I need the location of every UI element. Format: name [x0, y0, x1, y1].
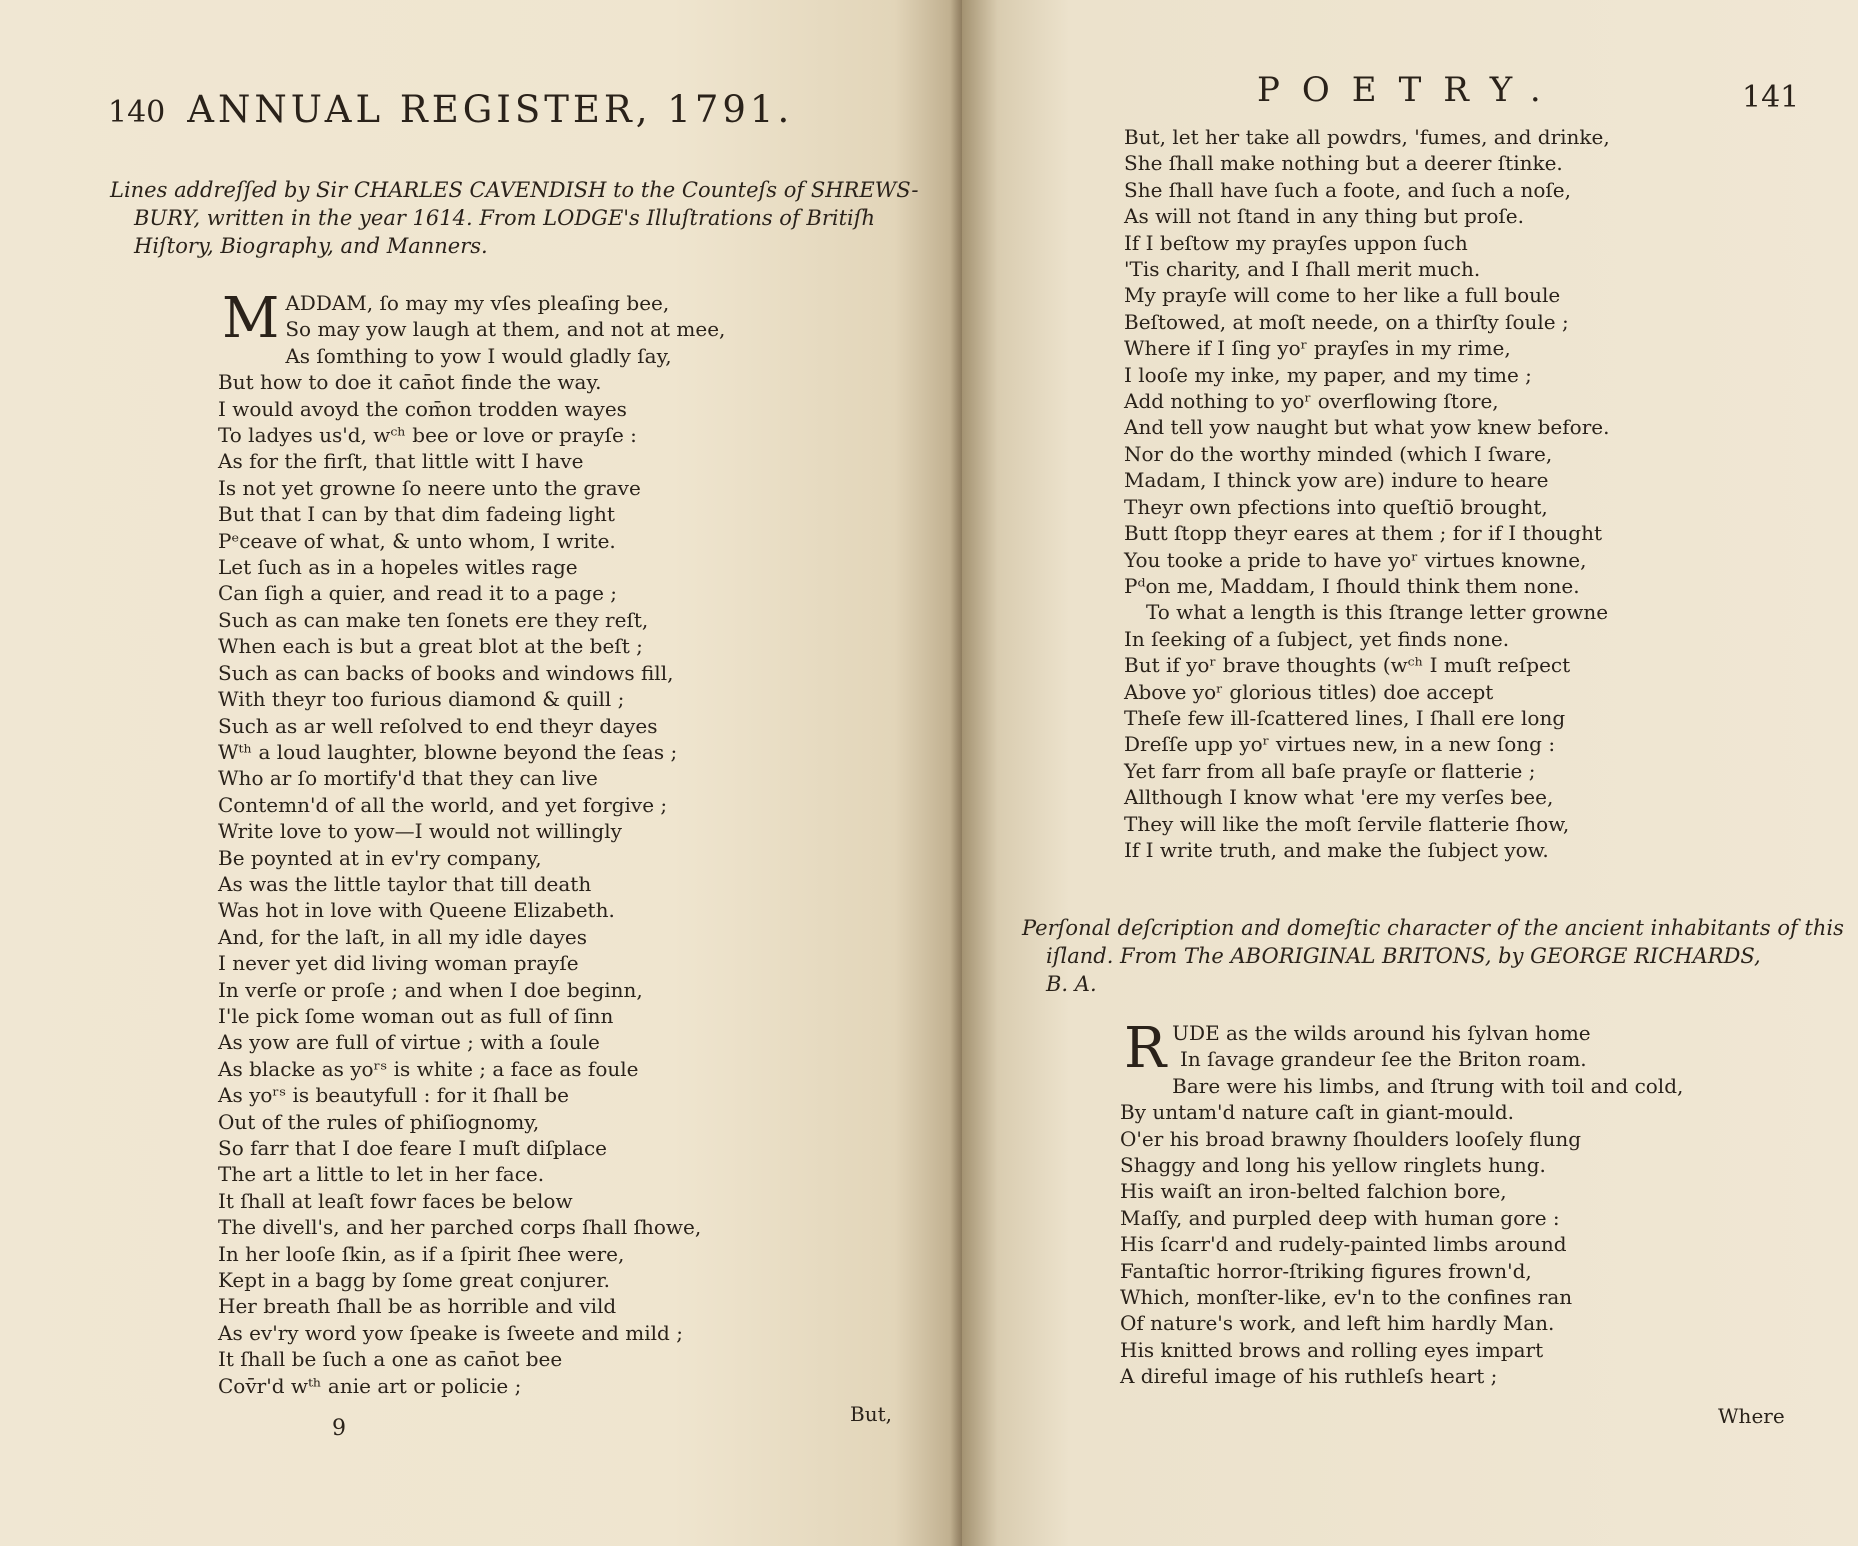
drop-cap: M: [222, 286, 280, 351]
catchword-left: But,: [850, 1402, 892, 1426]
poem-line: In ſeeking of a ſubject, yet finds none.: [1124, 626, 1510, 651]
poem-line: To ladyes us'd, wᶜʰ bee or love or prayſe :: [218, 423, 637, 448]
poem-line: And, for the laſt, in all my idle dayes: [218, 924, 588, 949]
poem-line: Pᵈon me, Maddam, I ſhould think them none.: [1124, 573, 1580, 598]
poem-line: As ſomthing to yow I would gladly ſay,: [285, 343, 672, 368]
poem-line: Such as can backs of books and windows fill,: [218, 660, 674, 685]
poem-line: Of nature's work, and left him hardly Man.: [1120, 1311, 1555, 1336]
title-line-2: BURY, written in the year 1614. From LODGE's Illuſtrations of Britiſh: [134, 206, 876, 230]
poem-line: Her breath ſhall be as horrible and vild: [218, 1294, 617, 1319]
title2-line-1: Perſonal deſcription and domeſtic character of the ancient inhabitants of this: [1022, 916, 1844, 940]
poem-title-cavendish: [110, 176, 919, 260]
drop-cap-2: R: [1124, 1016, 1167, 1081]
poem-richards: [1120, 1016, 1684, 1390]
poem-line: In her looſe ſkin, as if a ſpirit ſhee were,: [218, 1241, 625, 1266]
poem-line: If I beſtow my prayſes uppon ſuch: [1124, 230, 1468, 255]
poem-title-richards: [1022, 914, 1844, 998]
poem-line: In verſe or proſe ; and when I doe beginn,: [218, 977, 643, 1002]
poem-line: Allthough I know what 'ere my verſes bee,: [1124, 785, 1554, 810]
poem-line: So farr that I doe feare I muſt diſplace: [218, 1136, 608, 1160]
title-line-3: Hiſtory, Biography, and Manners.: [134, 234, 488, 258]
poem-line: Nor do the worthy minded (which I ſware,: [1124, 441, 1553, 466]
poem-line: But, let her take all powdrs, 'fumes, and drinke,: [1124, 125, 1610, 149]
left-running-head: [108, 88, 793, 131]
title-line-1: Lines addreſſed by Sir CHARLES CAVENDISH to the Counteſs of SHREWS-: [110, 178, 919, 202]
poem-line: Above yoʳ glorious titles) doe accept: [1124, 679, 1494, 704]
poem-line: She ſhall have ſuch a foote, and ſuch a noſe,: [1124, 177, 1571, 202]
poem-line: 'Tis charity, and I ſhall merit much.: [1124, 257, 1481, 282]
poem-line: I would avoyd the com̄on trodden wayes: [218, 396, 627, 421]
poem-cavendish: [218, 286, 778, 1399]
poem-line: She ſhall make nothing but a deerer ſtinke.: [1124, 151, 1563, 176]
poem-line: I'le pick ſome woman out as full of ſinn: [218, 1003, 614, 1028]
poem-line: Dreſſe upp yoʳ virtues new, in a new ſong :: [1124, 732, 1556, 757]
poem-line: Shaggy and long his yellow ringlets hung.: [1120, 1153, 1546, 1178]
left-page-number: 140: [108, 95, 166, 130]
poem-line: As was the little taylor that till death: [218, 871, 592, 896]
poem-line: As yow are full of virtue ; with a ſoule: [218, 1030, 600, 1055]
poem-line: But if yoʳ brave thoughts (wᶜʰ I muſt reſpect: [1124, 653, 1571, 678]
poem-line: So may yow laugh at them, and not at mee,: [285, 317, 726, 342]
poem-line: Such as can make ten ſonets ere they reſt,: [218, 607, 649, 632]
poem-line: The art a little to let in her face.: [218, 1162, 545, 1187]
poem-line: Let ſuch as in a hopeles witles rage: [218, 555, 578, 580]
poem-line: You tooke a pride to have yoʳ virtues knowne,: [1124, 547, 1587, 572]
poem-line: They will like the moſt ſervile flatterie ſhow,: [1124, 811, 1570, 836]
poem-line: It ſhall be ſuch a one as can̄ot bee: [218, 1347, 563, 1372]
poem-line: Be poynted at in ev'ry company,: [218, 845, 542, 870]
poem-line: Was hot in love with Queene Elizabeth.: [218, 898, 615, 923]
poem-line: As will not ſtand in any thing but proſe.: [1124, 204, 1524, 229]
poem-line: Such as ar well reſolved to end theyr dayes: [218, 713, 658, 738]
poem-cavendish-continued: [1124, 124, 1684, 863]
poem-line: Is not yet growne ſo neere unto the grave: [218, 475, 641, 500]
poem-line: A direful image of his ruthleſs heart ;: [1120, 1364, 1498, 1389]
poem-lines: [218, 316, 778, 1399]
poem-line: As blacke as yoʳˢ is white ; a face as foule: [218, 1056, 639, 1081]
poem-line: Out of the rules of phiſiognomy,: [218, 1109, 540, 1134]
poem-line: Maſſy, and purpled deep with human gore :: [1120, 1205, 1560, 1230]
poem-line: O'er his broad brawny ſhoulders looſely flung: [1120, 1126, 1582, 1151]
poem-line: Pᵉceave of what, & unto whom, I write.: [218, 528, 616, 553]
poem-line: I never yet did living woman prayſe: [218, 951, 579, 976]
poem-line: In ſavage grandeur ſee the Briton roam.: [1180, 1047, 1587, 1072]
poem2-lines: [1120, 1046, 1684, 1389]
poem-line: As ev'ry word yow ſpeake is ſweete and mild ;: [218, 1320, 683, 1345]
signature-mark: 9: [332, 1416, 346, 1441]
title2-line-2: iſland. From The ABORIGINAL BRITONS, by GEORGE RICHARDS,: [1046, 944, 1761, 968]
catchword-right: Where: [1718, 1404, 1785, 1428]
poem-line: Add nothing to yoʳ overflowing ſtore,: [1124, 389, 1499, 414]
poem-line: Wᵗʰ a loud laughter, blowne beyond the ſeas ;: [218, 739, 678, 764]
poem-line: As for the firſt, that little witt I have: [218, 449, 584, 474]
poem-line: Write love to yow—I would not willingly: [218, 819, 622, 844]
poem-line: Theſe few ill-ſcattered lines, I ſhall ere long: [1124, 705, 1566, 730]
poem-line: Which, monſter-like, ev'n to the confines ran: [1120, 1285, 1573, 1310]
poem-line: Fantaſtic horror-ſtriking figures frown'd,: [1120, 1258, 1532, 1283]
poem-line: His knitted brows and rolling eyes impart: [1120, 1337, 1544, 1362]
poem-continued-lines: [1124, 124, 1684, 863]
poem-line: It ſhall at leaſt fowr faces be below: [218, 1188, 573, 1213]
poem-line: The divell's, and her parched corps ſhall ſhowe,: [218, 1215, 702, 1240]
poem-line: When each is but a great blot at the beſt ;: [218, 634, 643, 659]
poem-line: But that I can by that dim fadeing light: [218, 502, 615, 527]
poem-line: To what a length is this ſtrange letter growne: [1146, 600, 1609, 625]
first-line-text: ADDAM, ſo may my vſes pleaſing bee,: [285, 291, 670, 315]
right-page: [962, 0, 1858, 1546]
title2-line-3: B. A.: [1046, 972, 1097, 996]
poem-line: If I write truth, and make the ſubject yow.: [1124, 837, 1549, 862]
right-running-head: POETRY.: [1257, 70, 1563, 110]
poem-line: Beſtowed, at moſt neede, on a thirſty ſoule ;: [1124, 309, 1569, 334]
poem-line: But how to doe it can̄ot finde the way.: [218, 370, 602, 395]
poem-line: Bare were his limbs, and ſtrung with toil and cold,: [1172, 1073, 1684, 1098]
poem-line: I looſe my inke, my paper, and my time ;: [1124, 362, 1532, 387]
poem-line: Yet farr from all baſe prayſe or flatterie ;: [1124, 758, 1536, 783]
poem-line: Kept in a bagg by ſome great conjurer.: [218, 1268, 610, 1293]
poem-line: His ſcarr'd and rudely-painted limbs around: [1120, 1232, 1567, 1257]
poem-line: With theyr too furious diamond & quill ;: [218, 687, 625, 712]
poem-line: Cov̄r'd wᵗʰ anie art or policie ;: [218, 1373, 522, 1398]
poem-line: His waiſt an iron-belted falchion bore,: [1120, 1179, 1507, 1204]
poem-line: Theyr own pfections into queſtiō brought,: [1124, 494, 1548, 519]
poem-line: Who ar ſo mortify'd that they can live: [218, 766, 598, 791]
poem-line: Where if I ſing yoʳ prayſes in my rime,: [1124, 336, 1511, 361]
poem-line: My prayſe will come to her like a full boule: [1124, 283, 1561, 308]
poem-line: Contemn'd of all the world, and yet forgive ;: [218, 792, 668, 817]
left-running-head-text: ANNUAL REGISTER, 1791.: [187, 88, 794, 131]
poem-line: Can ſigh a quier, and read it to a page ;: [218, 581, 617, 606]
poem-line: Butt ſtopp theyr eares at them ; for if I thought: [1124, 521, 1603, 546]
poem-line: By untam'd nature caſt in giant-mould.: [1120, 1100, 1514, 1125]
poem-line: And tell yow naught but what yow knew before.: [1124, 415, 1610, 440]
poem2-first-line-text: UDE as the wilds around his ſylvan home: [1172, 1021, 1591, 1045]
poem-line: Madam, I thinck yow are) indure to heare: [1124, 468, 1549, 493]
poem-line: As yoʳˢ is beautyfull : for it ſhall be: [218, 1083, 569, 1108]
right-page-number: 141: [1742, 80, 1800, 115]
